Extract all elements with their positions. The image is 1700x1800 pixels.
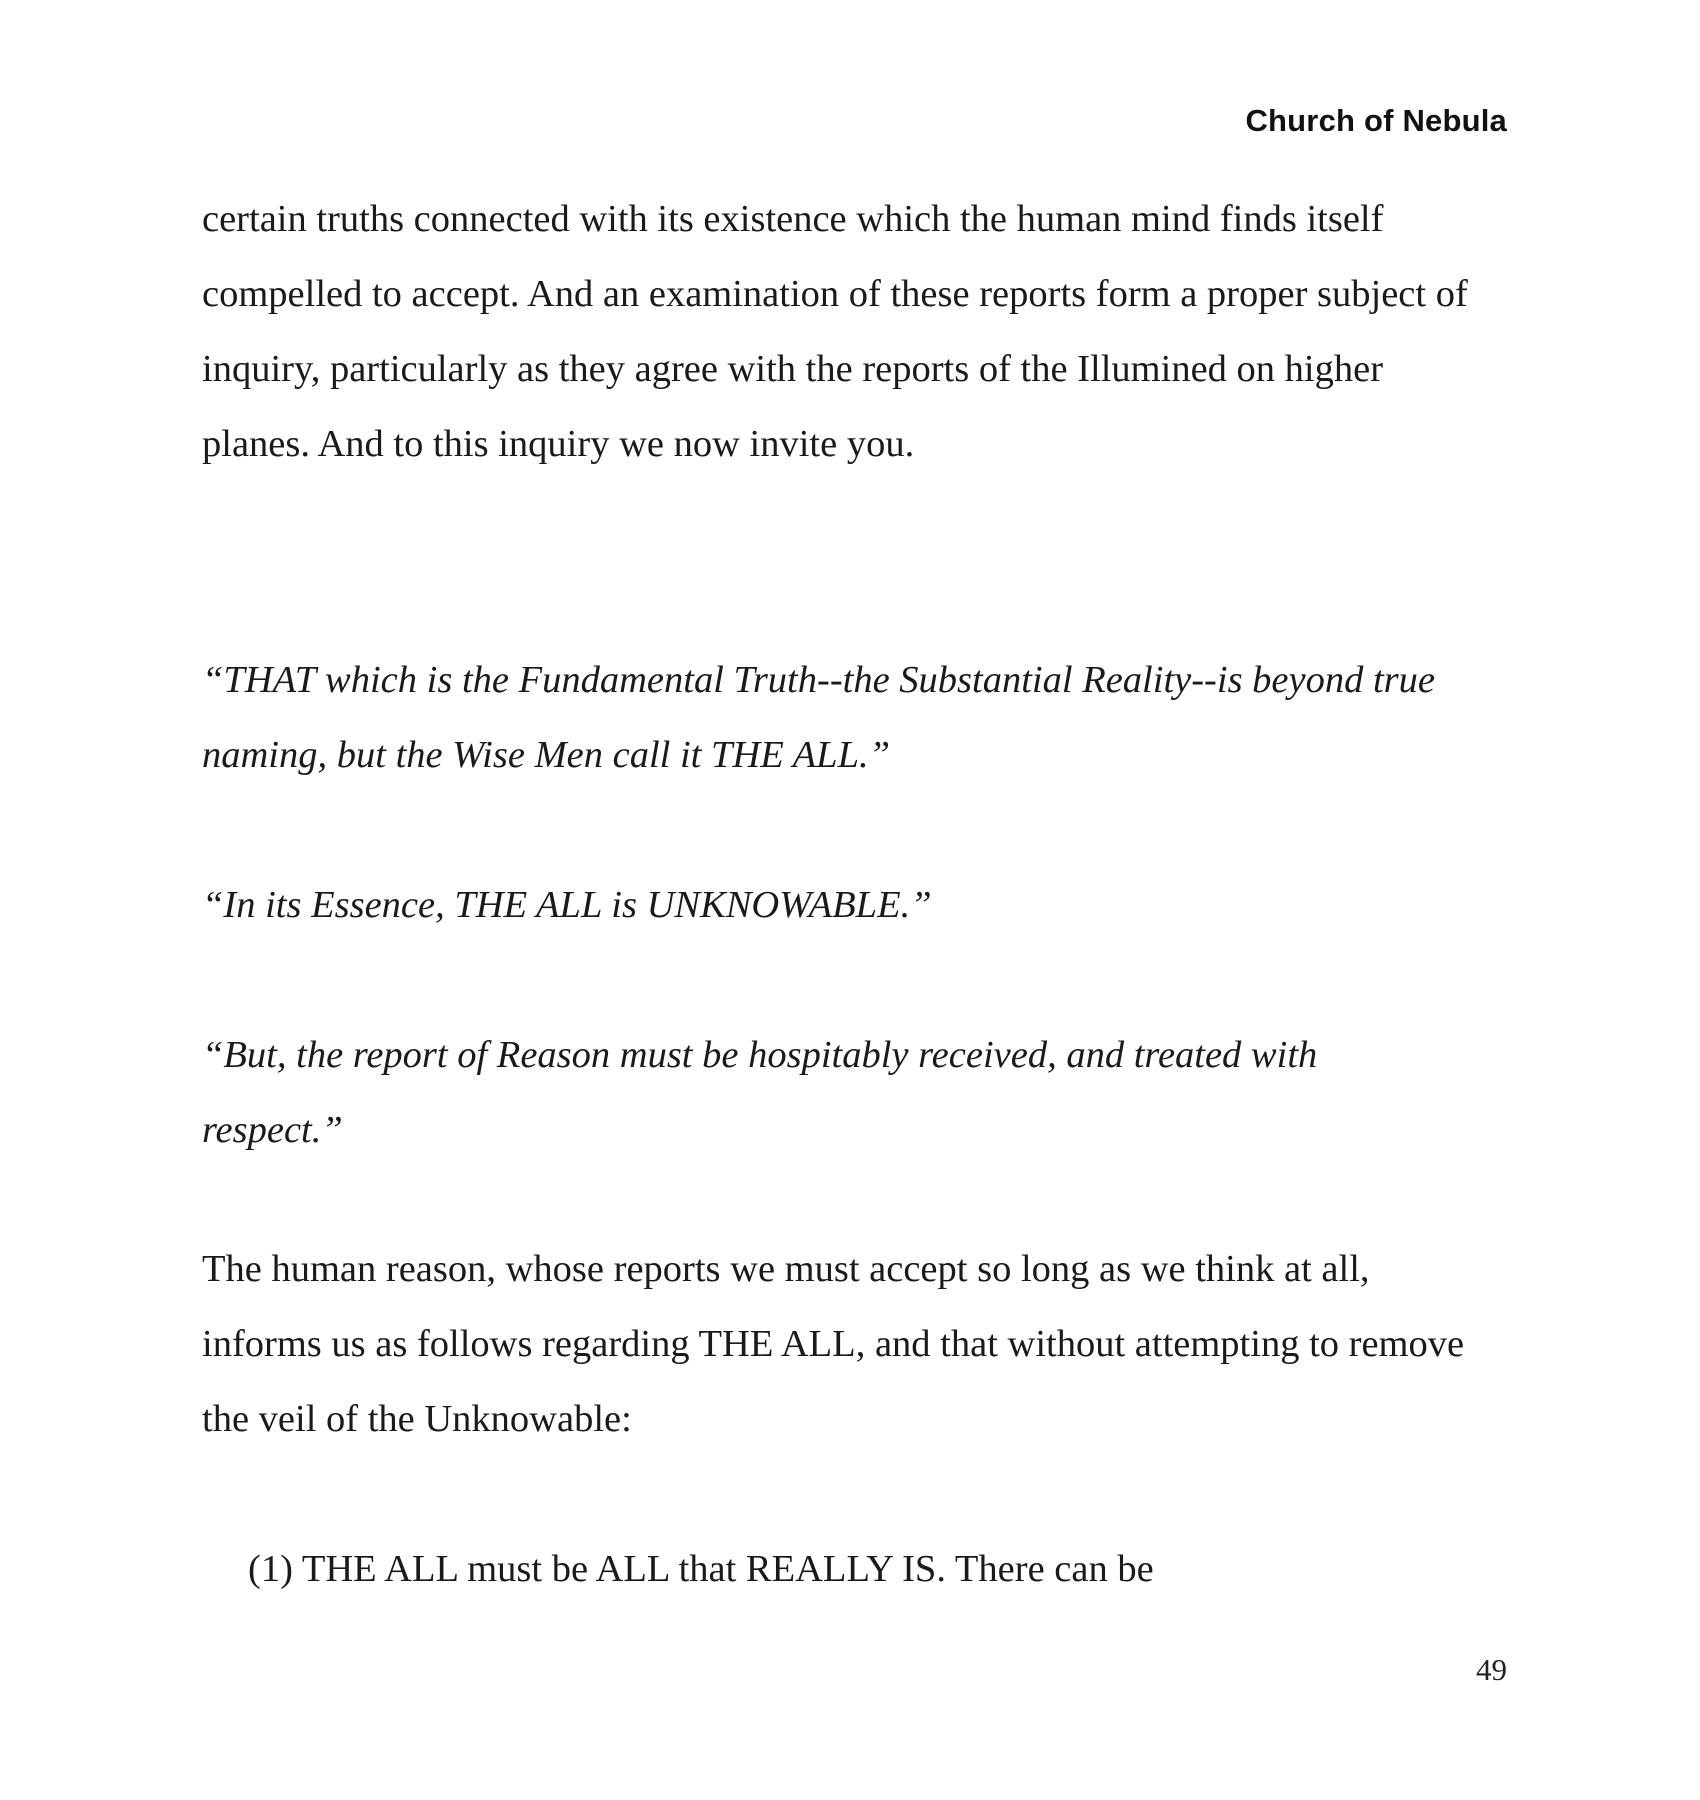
page-number: 49 [1476, 1652, 1507, 1687]
quote-report-of-reason: “But, the report of Reason must be hospitably received, and treated with respect.” [202, 1034, 1318, 1151]
human-reason-paragraph: The human reason, whose reports we must accept so long as we think at all, informs us as follows regarding THE ALL, and that without attempting to remove the veil of the Unknowable: [202, 1248, 1465, 1440]
running-header: Church of Nebula [1245, 103, 1507, 138]
quote-unknowable: “In its Essence, THE ALL is UNKNOWABLE.” [202, 884, 932, 926]
quote-fundamental-truth: “THAT which is the Fundamental Truth--the Substantial Reality--is beyond true naming, but the Wise Men call it THE ALL.” [202, 659, 1435, 776]
intro-paragraph: certain truths connected with its existence which the human mind finds itself compelled to accept. And an examination of these reports form a proper subject of inquiry, particularly as they agree with the reports of the Illumined on higher planes. And to this inquiry we now invite you. [202, 198, 1468, 465]
list-item: (1) THE ALL must be ALL that REALLY IS. There can be [248, 1548, 1154, 1590]
